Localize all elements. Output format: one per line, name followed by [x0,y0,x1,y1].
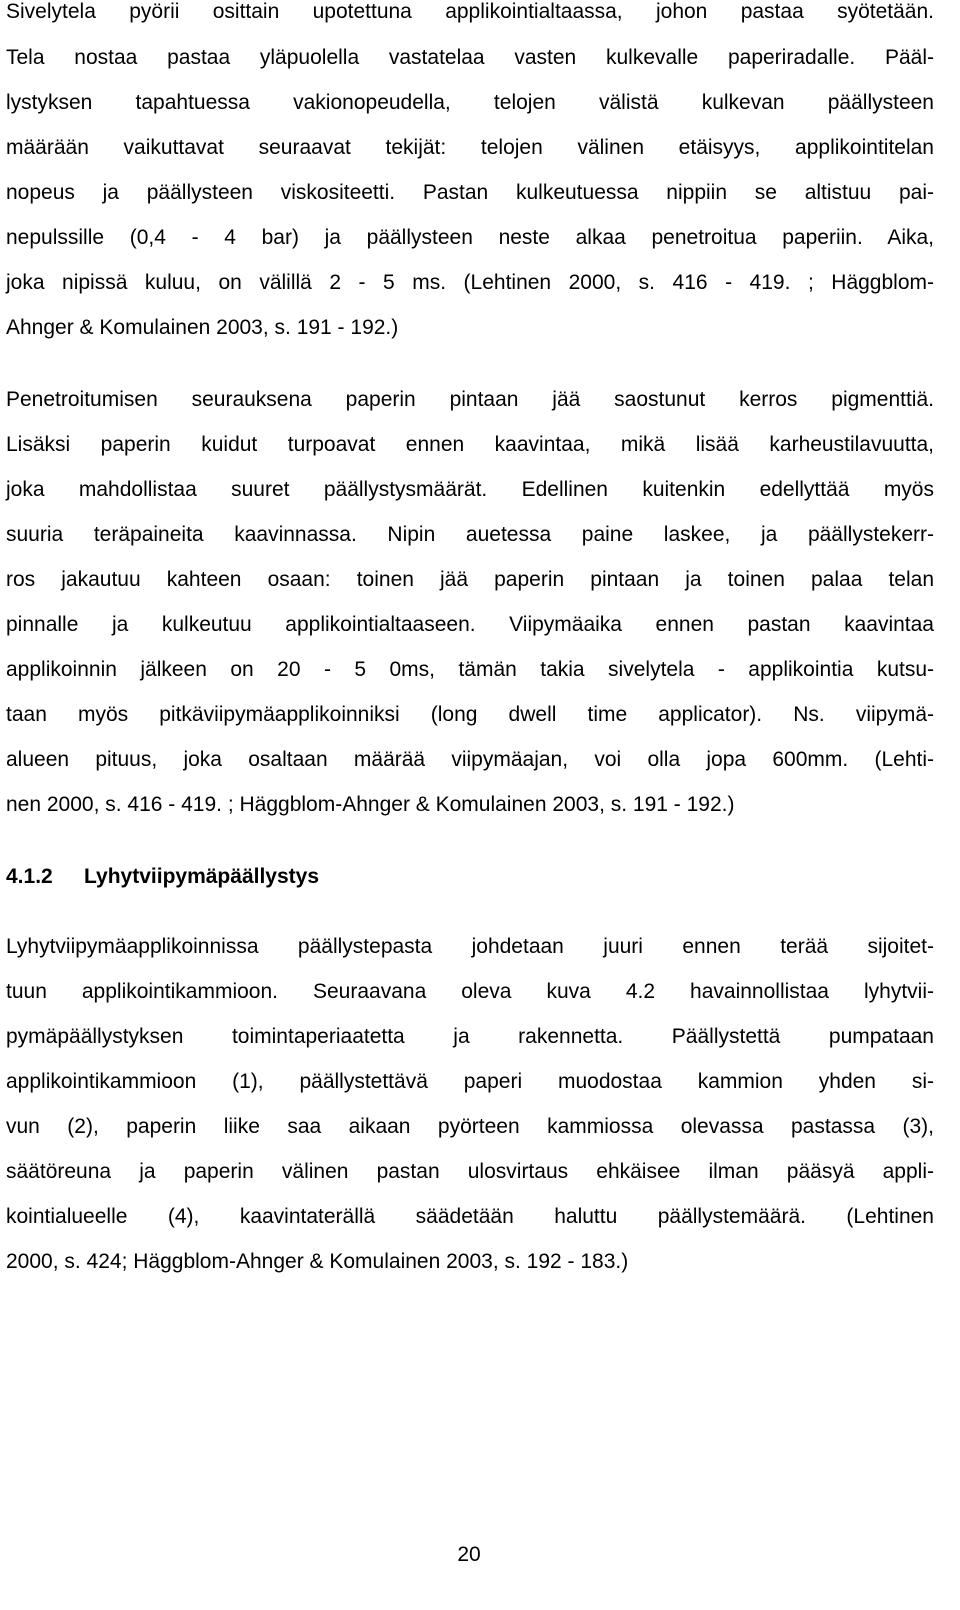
text-line: Sivelytela pyörii osittain upotettuna applikointialtaassa, johon pastaa syötetään. [6,0,934,23]
section-title: Lyhytviipymäpäällystys [84,865,319,888]
section-heading [6,860,934,894]
text-line: lystyksen tapahtuessa vakionopeudella, telojen välistä kulkevan päällysteen [6,91,934,114]
text-line: nopeus ja päällysteen viskositeetti. Pastan kulkeutuessa nippiin se altistuu pai- [6,181,934,204]
text-line: pymäpäällystyksen toimintaperiaatetta ja rakennetta. Päällystettä pumpataan [6,1025,934,1048]
text-line: joka mahdollistaa suuret päällystysmäärät. Edellinen kuitenkin edellyttää myös [6,478,934,501]
text-line: joka nipissä kuluu, on välillä 2 - 5 ms. (Lehtinen 2000, s. 416 - 419. ; Häggblom- [6,271,934,294]
page-number: 20 [457,1543,481,1566]
text-line: säätöreuna ja paperin välinen pastan ulosvirtaus ehkäisee ilman pääsyä appli- [6,1160,934,1183]
text-line: kointialueelle (4), kaavintaterällä säädetään haluttu päällystemäärä. (Lehtinen [6,1205,934,1228]
text-line: suuria teräpaineita kaavinnassa. Nipin auetessa paine laskee, ja päällystekerr- [6,523,934,546]
text-line: nepulssille (0,4 - 4 bar) ja päällysteen neste alkaa penetroitua paperiin. Aika, [6,226,934,249]
section-number: 4.1.2 [6,865,53,888]
text-line: Ahnger & Komulainen 2003, s. 191 - 192.) [6,316,399,339]
text-line: Penetroitumisen seurauksena paperin pintaan jää saostunut kerros pigmenttiä. [6,388,934,411]
text-line: applikoinnin jälkeen on 20 - 5 0ms, tämän takia sivelytela - applikointia kutsu- [6,658,934,681]
text-line: applikointikammioon (1), päällystettävä paperi muodostaa kammion yhden si- [6,1070,934,1093]
text-line: taan myös pitkäviipymäapplikoinniksi (long dwell time applicator). Ns. viipymä- [6,703,934,726]
text-line: 2000, s. 424; Häggblom-Ahnger & Komulainen 2003, s. 192 - 183.) [6,1250,629,1273]
text-line: määrään vaikuttavat seuraavat tekijät: telojen välinen etäisyys, applikointitelan [6,136,934,159]
text-line: Lisäksi paperin kuidut turpoavat ennen kaavintaa, mikä lisää karheustilavuutta, [6,433,934,456]
text-line: Lyhytviipymäapplikoinnissa päällystepasta johdetaan juuri ennen terää sijoitet- [6,935,934,958]
text-line: ros jakautuu kahteen osaan: toinen jää paperin pintaan ja toinen palaa telan [6,568,934,591]
text-line: alueen pituus, joka osaltaan määrää viipymäajan, voi olla jopa 600mm. (Lehti- [6,748,934,771]
text-line: nen 2000, s. 416 - 419. ; Häggblom-Ahnger & Komulainen 2003, s. 191 - 192.) [6,793,735,816]
text-line: vun (2), paperin liike saa aikaan pyörteen kammiossa olevassa pastassa (3), [6,1115,934,1138]
text-line: pinnalle ja kulkeutuu applikointialtaaseen. Viipymäaika ennen pastan kaavintaa [6,613,934,636]
text-line: Tela nostaa pastaa yläpuolella vastatelaa vasten kulkevalle paperiradalle. Pääl- [6,46,934,69]
text-line: tuun applikointikammioon. Seuraavana oleva kuva 4.2 havainnollistaa lyhytvii- [6,980,934,1003]
